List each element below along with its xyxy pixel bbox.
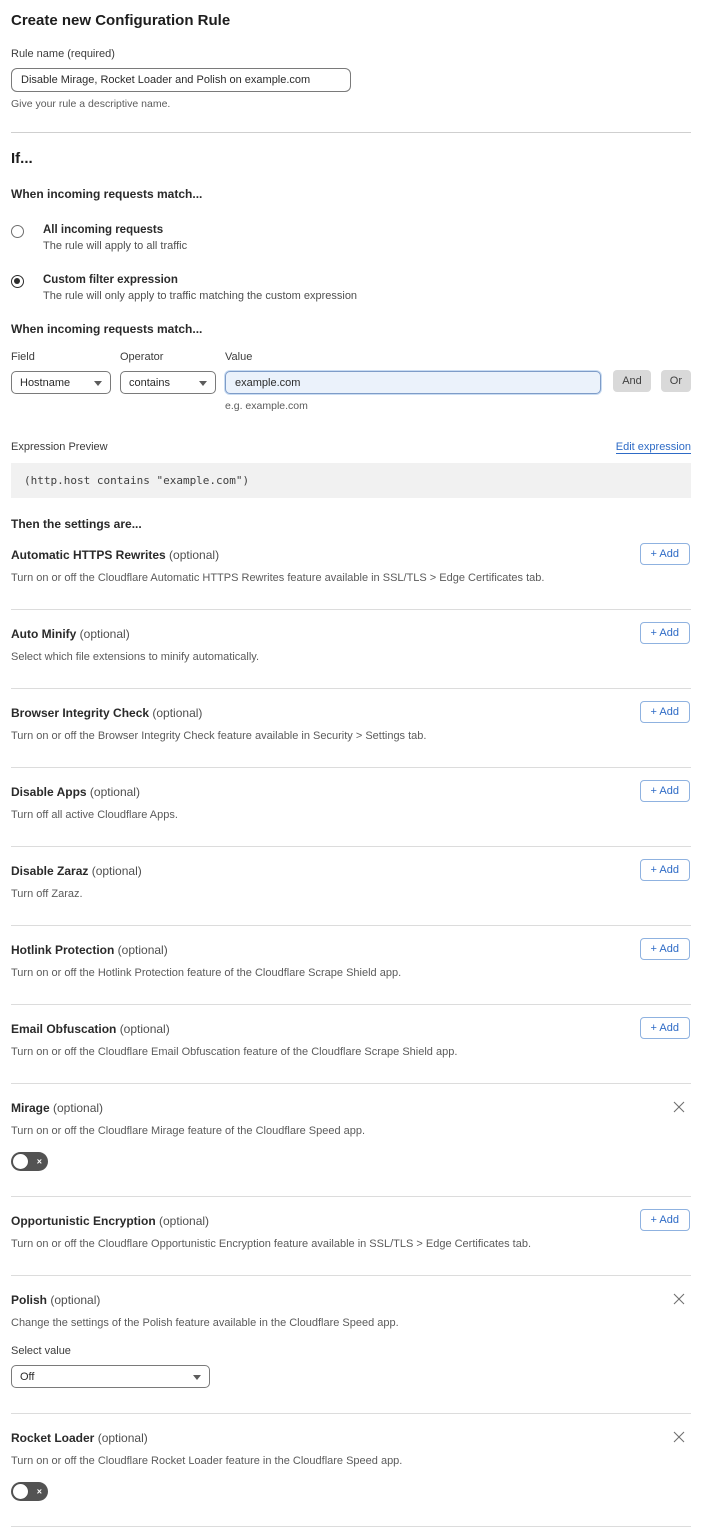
setting-optional: (optional) [117, 943, 168, 957]
setting-name: Disable Zaraz [11, 864, 92, 878]
setting-name: Automatic HTTPS Rewrites [11, 548, 170, 562]
expression-preview-code [11, 463, 691, 498]
radio-button[interactable] [11, 275, 24, 288]
setting-optional: (optional) [169, 548, 220, 562]
radio-button[interactable] [11, 225, 24, 238]
select-wrap [11, 1345, 691, 1388]
chevron-down-icon [94, 381, 102, 386]
setting-description: Turn on or off the Cloudflare Opportunistic Encryption feature available in SSL/TLS > Edge Certificates tab. [11, 1238, 532, 1250]
value-label: Value [225, 351, 253, 363]
field-select-value: Hostname [20, 376, 71, 389]
setting-row [11, 1197, 691, 1276]
radio-label: Custom filter expression [43, 274, 178, 286]
add-button[interactable]: + Add [640, 1209, 690, 1231]
setting-row [11, 1276, 691, 1414]
setting-optional: (optional) [152, 706, 203, 720]
operator-label: Operator [120, 351, 164, 363]
setting-description: Turn off all active Cloudflare Apps. [11, 809, 178, 821]
chevron-down-icon [199, 381, 207, 386]
page-title: Create new Configuration Rule [11, 12, 231, 29]
setting-optional: (optional) [119, 1022, 170, 1036]
expression-preview-label: Expression Preview [11, 441, 108, 453]
field-select[interactable] [11, 371, 111, 394]
rule-name-label: Rule name (required) [11, 48, 115, 60]
setting-name: Polish [11, 1293, 51, 1307]
operator-select[interactable] [120, 371, 216, 394]
value-input[interactable] [225, 371, 601, 394]
radio-option-custom-filter[interactable] [11, 274, 691, 302]
setting-optional: (optional) [91, 864, 142, 878]
then-heading: Then the settings are... [11, 517, 142, 531]
radio-label: All incoming requests [43, 224, 164, 236]
setting-row [11, 531, 691, 610]
setting-row [11, 926, 691, 1005]
radio-description: The rule will apply to all traffic [43, 240, 188, 252]
setting-name: Hotlink Protection [11, 943, 118, 957]
close-icon[interactable] [672, 1292, 686, 1306]
rule-name-helper: Give your rule a descriptive name. [11, 98, 171, 110]
setting-optional: (optional) [97, 1431, 148, 1445]
rule-name-input[interactable] [11, 68, 351, 92]
toggle-knob [13, 1484, 28, 1499]
setting-name: Browser Integrity Check [11, 706, 153, 720]
setting-description: Select which file extensions to minify automatically. [11, 651, 260, 663]
setting-description: Turn on or off the Cloudflare Email Obfuscation feature of the Cloudflare Scrape Shield app. [11, 1046, 458, 1058]
setting-optional: (optional) [79, 627, 130, 641]
setting-name: Rocket Loader [11, 1431, 98, 1445]
setting-name: Email Obfuscation [11, 1022, 120, 1036]
setting-name: Disable Apps [11, 785, 90, 799]
setting-name: Mirage [11, 1101, 54, 1115]
operator-select-value: contains [129, 376, 170, 389]
setting-row [11, 1414, 691, 1527]
setting-optional: (optional) [53, 1101, 104, 1115]
setting-name: Opportunistic Encryption [11, 1214, 160, 1228]
setting-description: Turn on or off the Hotlink Protection feature of the Cloudflare Scrape Shield app. [11, 967, 402, 979]
setting-description: Turn on or off the Browser Integrity Check feature available in Security > Settings tab. [11, 730, 427, 742]
setting-description: Turn on or off the Cloudflare Rocket Loader feature in the Cloudflare Speed app. [11, 1455, 403, 1467]
setting-row [11, 1084, 691, 1197]
and-button[interactable]: And [613, 370, 651, 392]
setting-value-select[interactable] [11, 1365, 210, 1388]
close-icon[interactable] [672, 1100, 686, 1114]
field-label: Field [11, 351, 35, 363]
expression-builder-heading: When incoming requests match... [11, 322, 203, 336]
setting-optional: (optional) [89, 785, 140, 799]
radio-description: The rule will only apply to traffic matching the custom expression [43, 290, 358, 302]
setting-description: Turn off Zaraz. [11, 888, 83, 900]
add-button[interactable]: + Add [640, 701, 690, 723]
setting-row [11, 1005, 691, 1084]
setting-select-value: Off [20, 1370, 35, 1383]
select-value-label: Select value [11, 1345, 71, 1357]
setting-description: Turn on or off the Cloudflare Automatic HTTPS Rewrites feature available in SSL/TLS > Edge Certificates tab. [11, 572, 545, 584]
add-button[interactable]: + Add [640, 780, 690, 802]
add-button[interactable]: + Add [640, 543, 690, 565]
setting-row [11, 610, 691, 689]
expression-builder [11, 351, 691, 412]
toggle-switch[interactable] [11, 1152, 48, 1171]
setting-row [11, 847, 691, 926]
add-button[interactable]: + Add [640, 859, 690, 881]
or-button[interactable]: Or [661, 370, 691, 392]
settings-list [11, 531, 691, 1527]
chevron-down-icon [193, 1375, 201, 1380]
close-icon[interactable] [672, 1430, 686, 1444]
value-helper: e.g. example.com [225, 400, 308, 412]
setting-row [11, 768, 691, 847]
setting-description: Change the settings of the Polish feature available in the Cloudflare Speed app. [11, 1317, 399, 1329]
add-button[interactable]: + Add [640, 622, 690, 644]
add-button[interactable]: + Add [640, 938, 690, 960]
setting-row [11, 689, 691, 768]
expression-text: (http.host contains "example.com") [24, 474, 250, 487]
setting-description: Turn on or off the Cloudflare Mirage feature of the Cloudflare Speed app. [11, 1125, 366, 1137]
section-divider [11, 132, 691, 133]
radio-option-all-incoming[interactable] [11, 224, 691, 252]
match-heading: When incoming requests match... [11, 187, 203, 201]
edit-expression-link[interactable]: Edit expression [615, 441, 691, 453]
setting-optional: (optional) [50, 1293, 101, 1307]
setting-name: Auto Minify [11, 627, 80, 641]
if-heading: If... [11, 150, 33, 167]
toggle-switch[interactable] [11, 1482, 48, 1501]
add-button[interactable]: + Add [640, 1017, 690, 1039]
toggle-knob [13, 1154, 28, 1169]
setting-optional: (optional) [159, 1214, 210, 1228]
toggle-off-icon: × [36, 1156, 42, 1166]
toggle-off-icon: × [36, 1486, 42, 1496]
